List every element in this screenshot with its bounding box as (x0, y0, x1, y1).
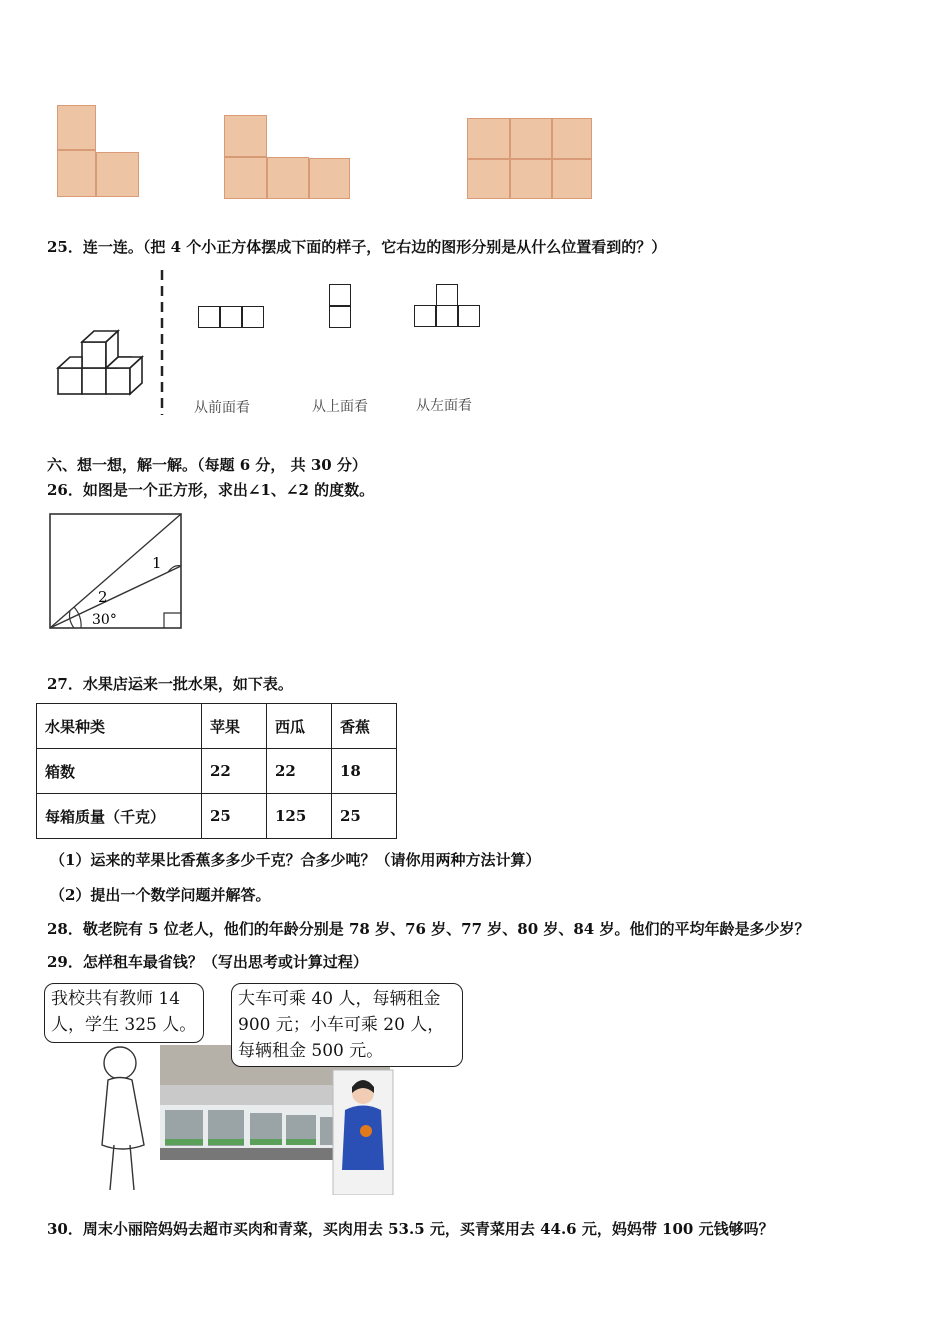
table-cell: 水果种类 (37, 704, 202, 749)
angle-label-2: 2 (98, 588, 108, 606)
angle-label-30: 30° (92, 612, 117, 628)
fruit-table (36, 703, 397, 839)
bubble-rental-line2: 900 元；小车可乘 20 人， (238, 1015, 445, 1035)
q27-title: 27．水果店运来一批水果，如下表。 (47, 675, 293, 693)
q29-title: 29．怎样租车最省钱？（写出思考或计算过程） (47, 953, 368, 971)
table-cell: 22 (202, 749, 267, 794)
bubble-rental-line1: 大车可乘 40 人，每辆租金 (238, 989, 441, 1009)
bubble-teacher (44, 983, 204, 1043)
table-row (37, 704, 397, 749)
table-cell: 西瓜 (267, 704, 332, 749)
table-cell: 香蕉 (332, 704, 397, 749)
table-row (37, 794, 397, 839)
table-cell: 22 (267, 749, 332, 794)
table-cell: 25 (202, 794, 267, 839)
bubble-rental-line3: 每辆租金 500 元。 (238, 1041, 384, 1061)
table-cell: 25 (332, 794, 397, 839)
section6-title: 六、想一想，解一解。（每题 6 分， 共 30 分） (47, 456, 367, 474)
bubble-teacher-line1: 我校共有教师 14 (51, 989, 181, 1009)
q26-title: 26．如图是一个正方形，求出∠1、∠2 的度数。 (47, 481, 375, 499)
bubble-rental (231, 983, 463, 1067)
bubble-teacher-line2: 人，学生 325 人。 (51, 1015, 197, 1035)
q27-sub1: （1）运来的苹果比香蕉多多少千克？合多少吨？（请你用两种方法计算） (50, 851, 541, 869)
q27-sub2: （2）提出一个数学问题并解答。 (50, 886, 271, 904)
table-cell: 箱数 (37, 749, 202, 794)
q25-title: 25．连一连。（把 4 个小正方体摆成下面的样子，它右边的图形分别是从什么位置看到的？） (47, 238, 667, 256)
table-cell: 每箱质量（千克） (37, 794, 202, 839)
q26-square-diagram (46, 510, 186, 634)
q28-title: 28．敬老院有 5 位老人，他们的年龄分别是 78 岁、76 岁、77 岁、80 岁、84 岁。他们的平均年龄是多少岁？ (47, 920, 810, 938)
table-cell: 18 (332, 749, 397, 794)
view-label-left: 从左面看 (416, 398, 472, 414)
view-label-front: 从前面看 (194, 400, 250, 416)
table-cell: 苹果 (202, 704, 267, 749)
angle-label-1: 1 (152, 554, 162, 572)
q30-title: 30．周末小丽陪妈妈去超市买肉和青菜，买肉用去 53.5 元，买青菜用去 44.6 元，妈妈带 100 元钱够吗？ (47, 1220, 774, 1238)
view-label-top: 从上面看 (312, 399, 368, 415)
table-cell: 125 (267, 794, 332, 839)
table-row (37, 749, 397, 794)
